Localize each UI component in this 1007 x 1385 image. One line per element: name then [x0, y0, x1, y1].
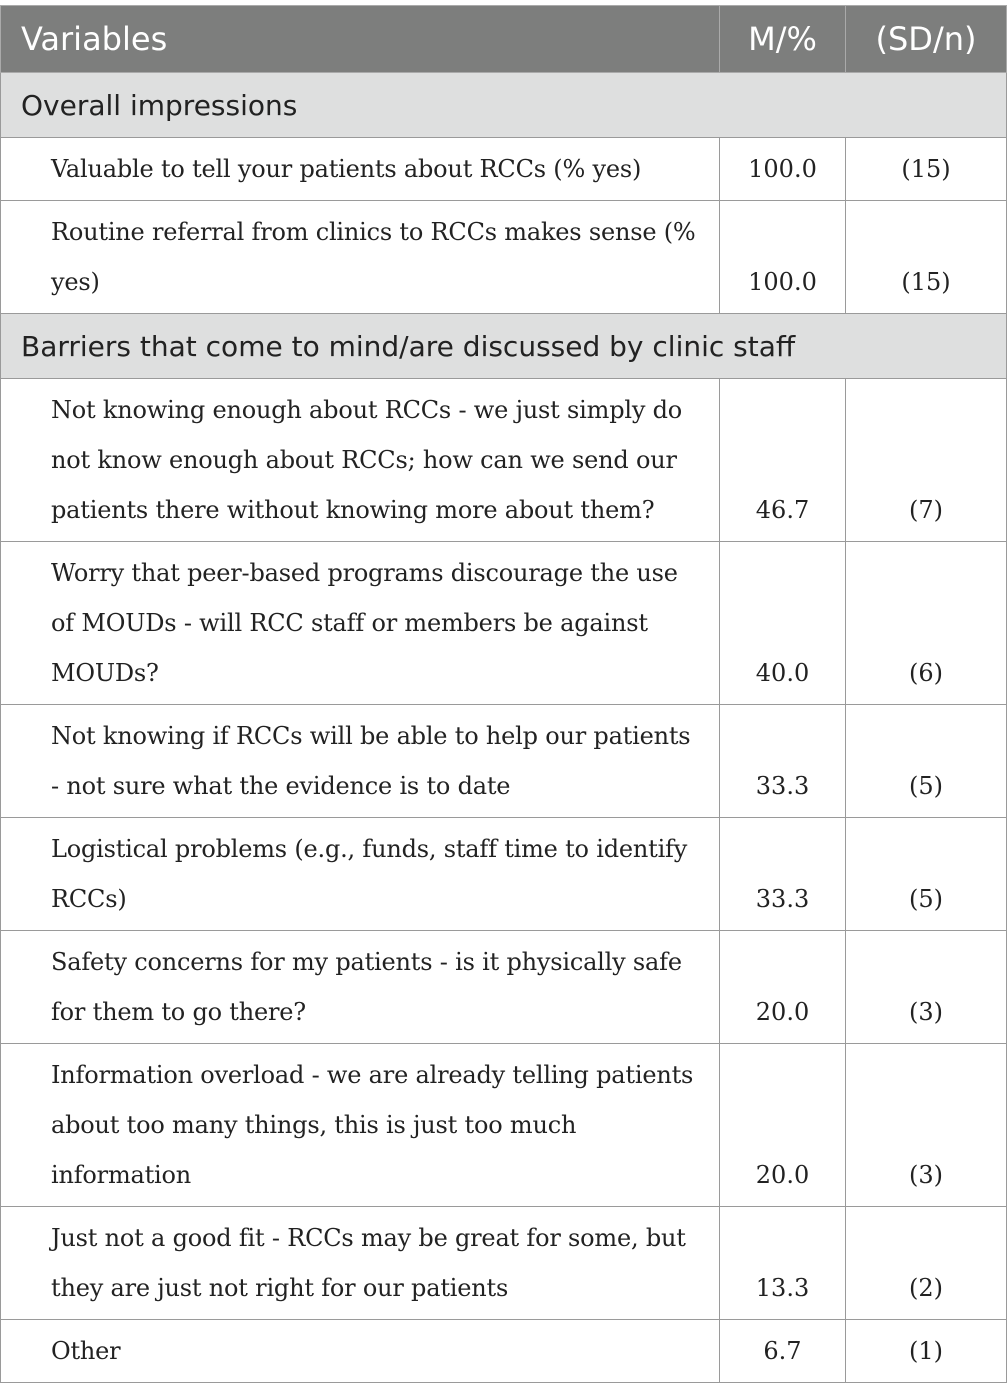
table-row: [1, 379, 1007, 542]
row-label: Not knowing if RCCs will be able to help our patients - not sure what the evidence is to date: [1, 705, 720, 818]
row-label: Not knowing enough about RCCs - we just simply do not know enough about RCCs; how can we send our patients there without knowing more about them?: [1, 379, 720, 542]
row-label: Other: [1, 1320, 720, 1383]
row-sd-value: (1): [846, 1320, 1007, 1383]
table-row: [1, 818, 1007, 931]
row-m-value: 6.7: [720, 1320, 846, 1383]
row-label: Worry that peer-based programs discourage the use of MOUDs - will RCC staff or members be against MOUDs?: [1, 542, 720, 705]
section-title: Barriers that come to mind/are discussed by clinic staff: [1, 314, 1007, 379]
header-variables: Variables: [1, 6, 720, 73]
row-label: Information overload - we are already telling patients about too many things, this is just too much information: [1, 1044, 720, 1207]
table-row: [1, 1320, 1007, 1383]
table-row: [1, 1207, 1007, 1320]
row-m-value: 46.7: [720, 379, 846, 542]
row-sd-value: (3): [846, 1044, 1007, 1207]
row-label: Logistical problems (e.g., funds, staff time to identify RCCs): [1, 818, 720, 931]
table-body: [1, 73, 1007, 1383]
row-sd-value: (7): [846, 379, 1007, 542]
table-row: [1, 542, 1007, 705]
row-m-value: 20.0: [720, 931, 846, 1044]
table-row: [1, 201, 1007, 314]
row-label: Valuable to tell your patients about RCCs (% yes): [1, 138, 720, 201]
row-label: Safety concerns for my patients - is it physically safe for them to go there?: [1, 931, 720, 1044]
section-row-barriers: [1, 314, 1007, 379]
row-sd-value: (15): [846, 138, 1007, 201]
row-m-value: 33.3: [720, 705, 846, 818]
row-sd-value: (2): [846, 1207, 1007, 1320]
header-sd-n: (SD/n): [846, 6, 1007, 73]
table-row: [1, 138, 1007, 201]
table-row: [1, 1044, 1007, 1207]
row-sd-value: (6): [846, 542, 1007, 705]
row-m-value: 100.0: [720, 138, 846, 201]
row-sd-value: (5): [846, 705, 1007, 818]
row-m-value: 33.3: [720, 818, 846, 931]
row-m-value: 20.0: [720, 1044, 846, 1207]
row-m-value: 13.3: [720, 1207, 846, 1320]
row-m-value: 40.0: [720, 542, 846, 705]
table-header: [1, 6, 1007, 73]
table-row: [1, 705, 1007, 818]
row-m-value: 100.0: [720, 201, 846, 314]
row-label: Routine referral from clinics to RCCs makes sense (% yes): [1, 201, 720, 314]
results-table: [0, 5, 1007, 1383]
table-row: [1, 931, 1007, 1044]
header-row: [1, 6, 1007, 73]
row-sd-value: (3): [846, 931, 1007, 1044]
header-m-percent: M/%: [720, 6, 846, 73]
section-row-overall-impressions: [1, 73, 1007, 138]
row-sd-value: (15): [846, 201, 1007, 314]
row-label: Just not a good fit - RCCs may be great for some, but they are just not right for our patients: [1, 1207, 720, 1320]
section-title: Overall impressions: [1, 73, 1007, 138]
row-sd-value: (5): [846, 818, 1007, 931]
